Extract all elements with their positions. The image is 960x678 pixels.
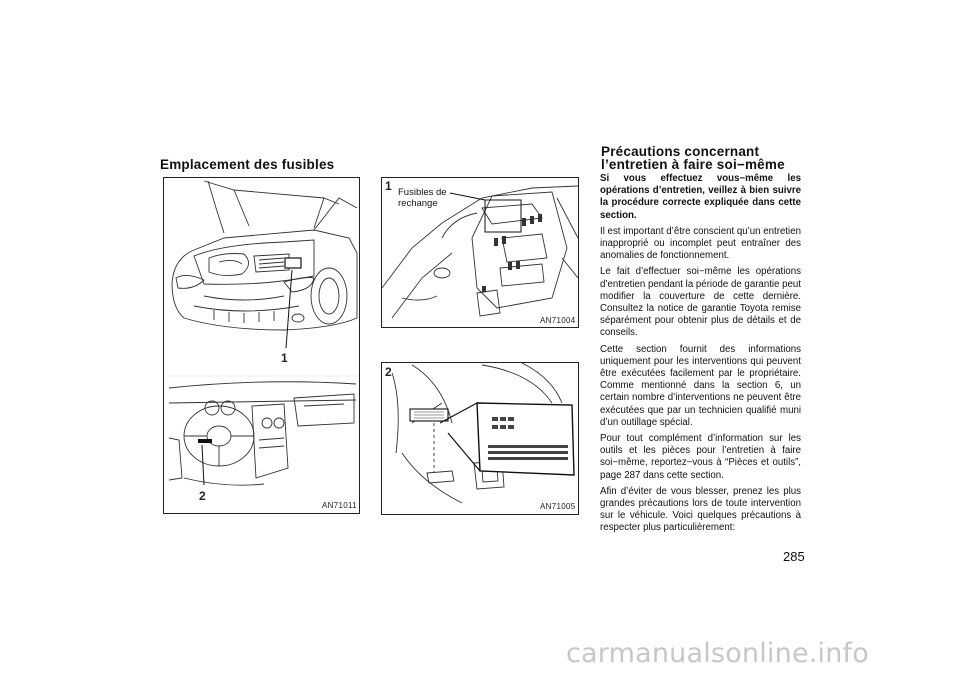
callout-1-engine-figure: 1 bbox=[385, 179, 392, 193]
intro-paragraph: Si vous effectuez vous−même les opérations d’entretien, veillez à bien suivre la procédure correcte expliquée dans cette section. bbox=[600, 173, 801, 221]
figure-dashboard-fuse-panel bbox=[381, 362, 579, 515]
section-heading-maintenance-precautions-line1: Précautions concernant bbox=[601, 144, 760, 159]
paragraph-3: Cette section fournit des informations uniquement pour les interventions qui peuvent être exécutées facilement par le propriétaire. Comme mentionné dans la section 6, un certain nombre d’interventions ne peuvent être exécutées que par un technicien qualifié muni d’un outillage spécial. bbox=[600, 343, 801, 428]
watermark: carmanualsonline.info bbox=[566, 638, 869, 669]
spare-fuses-label bbox=[398, 187, 447, 209]
figure-code-dashboard: AN71005 bbox=[540, 502, 576, 511]
figure-vehicle-fuse-locations bbox=[163, 177, 360, 514]
section-heading-fuse-location: Emplacement des fusibles bbox=[160, 157, 335, 172]
page-number: 285 bbox=[783, 549, 805, 564]
callout-2-left-figure: 2 bbox=[199, 489, 206, 503]
figure-code-engine: AN71004 bbox=[540, 316, 576, 325]
section-heading-maintenance-precautions-line2: l’entretien à faire soi−même bbox=[601, 157, 785, 172]
callout-2-dashboard-figure: 2 bbox=[385, 365, 392, 379]
maintenance-precautions-text bbox=[600, 173, 801, 539]
paragraph-5: Afin d’éviter de vous blesser, prenez les plus grandes précautions lors de toute intervention sur le véhicule. Voici quelques précautions à respecter plus particulièrement: bbox=[600, 485, 801, 534]
spare-fuses-label-line2: rechange bbox=[398, 198, 438, 209]
spare-fuses-label-line1: Fusibles de bbox=[398, 187, 447, 198]
dashboard-fuse-panel-illustration bbox=[382, 363, 578, 514]
vehicle-illustration bbox=[164, 178, 359, 513]
paragraph-1: Il est important d’être conscient qu’un entretien inapproprié ou incomplet peut entraîner des anomalies de fonctionnement. bbox=[600, 225, 801, 262]
figure-code-left: AN71011 bbox=[322, 501, 357, 510]
paragraph-4: Pour tout complément d’information sur les outils et les pièces pour l’entretien à faire soi−même, reportez−vous à “Pièces et outils”, page 287 dans cette section. bbox=[600, 433, 801, 481]
paragraph-2: Le fait d’effectuer soi−même les opérations d’entretien pendant la période de garantie peut modifier la couverture de cette dernière. Consultez la notice de garantie Toyota remise séparément pour obtenir plus de détails et de conseils. bbox=[600, 266, 801, 339]
callout-1-left-figure: 1 bbox=[281, 351, 288, 365]
